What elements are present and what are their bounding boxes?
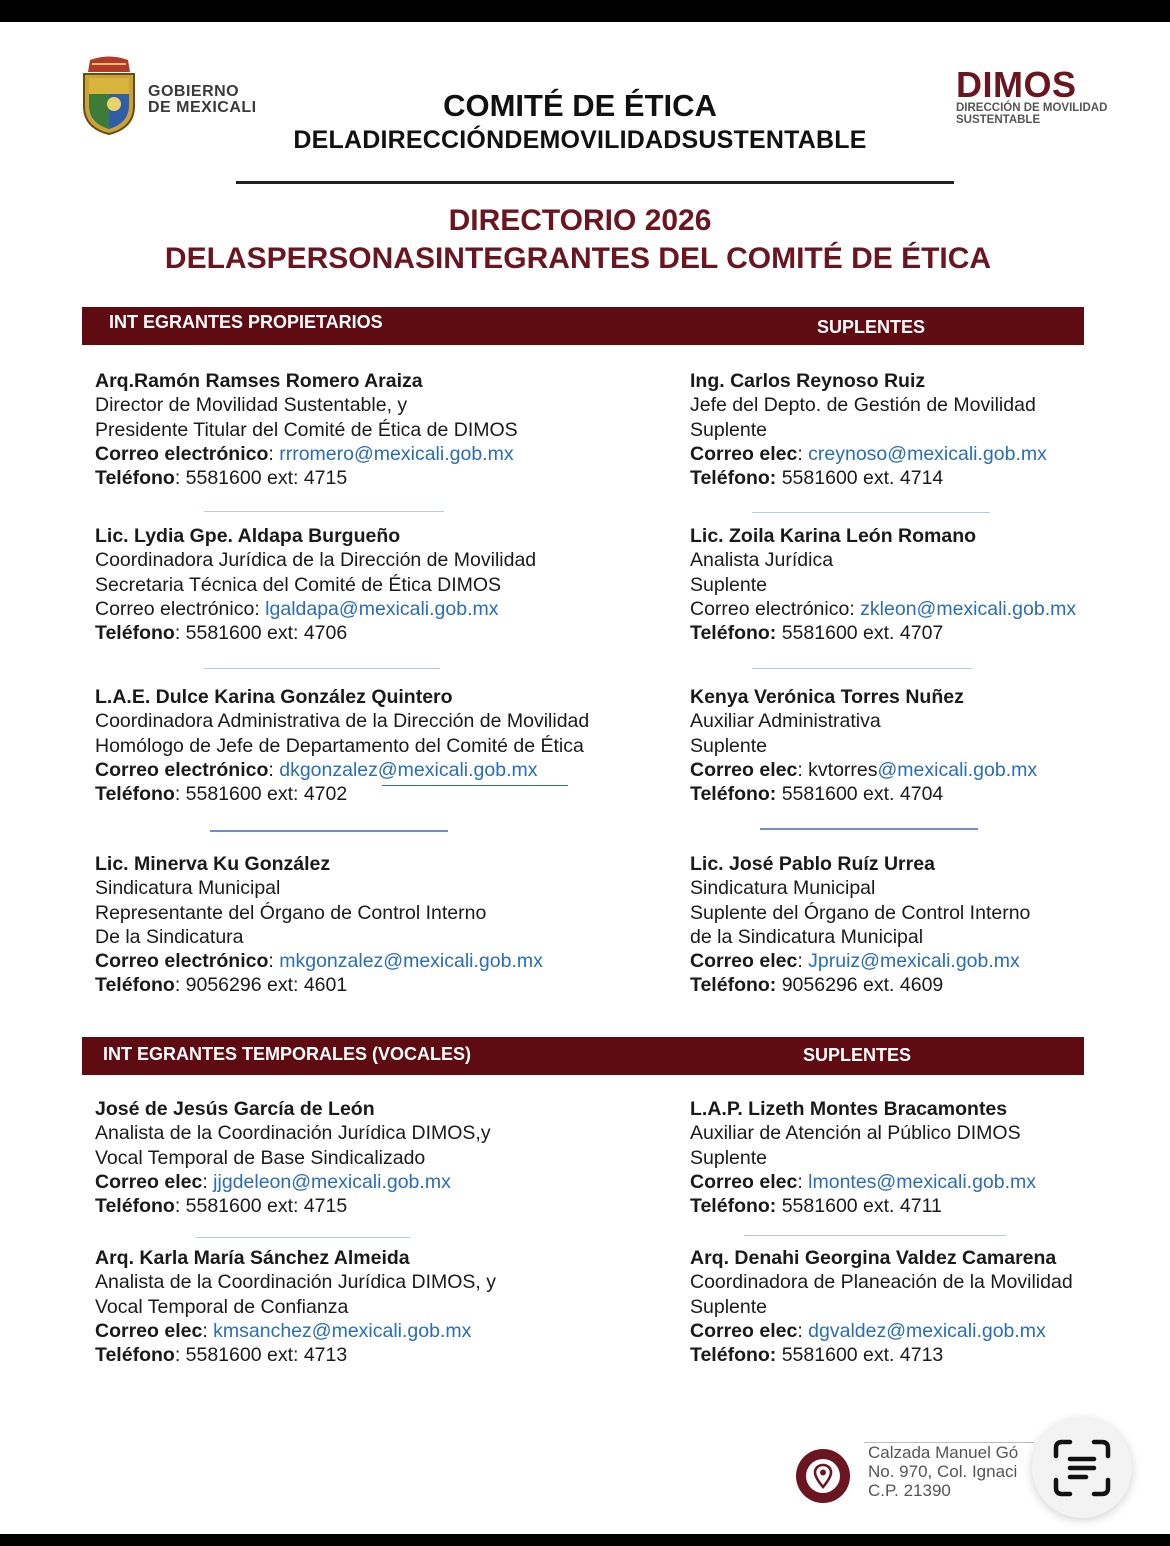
email-link[interactable]: kmsanchez@mexicali.gob.mx	[213, 1319, 472, 1342]
substitute-entry: L.A.P. Lizeth Montes Bracamontes Auxiliar de Atención al Público DIMOS Suplente Correo elec: lmontes@mexicali.gob.mx Teléfono: 5581600 ext. 4711	[690, 1098, 1037, 1218]
section-bar-vocales	[82, 1037, 1084, 1075]
entry-divider	[760, 828, 978, 830]
member-name: Lic. Minerva Ku González	[95, 853, 331, 875]
member-role: Director de Movilidad Sustentable, y	[95, 394, 408, 417]
email-label: Correo electrónico	[95, 597, 255, 620]
member-role: Coordinadora Jurídica de la Dirección de Movilidad	[95, 549, 537, 572]
phone-value: : 5581600 ext: 4715	[174, 467, 348, 490]
email-link[interactable]: creynoso@mexicali.gob.mx	[808, 442, 1047, 465]
member-name: Ing. Carlos Reynoso Ruiz	[690, 370, 926, 392]
section-label-vocales: INT EGRANTES TEMPORALES (VOCALES)	[103, 1044, 472, 1064]
phone-value: 5581600 ext. 4713	[776, 1344, 944, 1367]
member-role: Homólogo de Jefe de Departamento del Comité de Ética	[95, 734, 584, 757]
member-role: Jefe del Depto. de Gestión de Movilidad	[690, 394, 1036, 417]
email-link[interactable]: @mexicali.gob.mx	[877, 758, 1038, 781]
entry-divider	[752, 512, 990, 513]
phone-value: 5581600 ext. 4707	[776, 622, 944, 645]
member-role: Suplente	[690, 1146, 767, 1169]
phone-label: Teléfono	[95, 1344, 175, 1367]
email-link[interactable]: zkleon@mexicali.gob.mx	[860, 597, 1077, 620]
phone-label: Teléfono:	[690, 974, 777, 997]
phone-label: Teléfono:	[690, 783, 777, 806]
address-line-1: Calzada Manuel Gó	[868, 1443, 1019, 1462]
email-underline	[382, 785, 568, 786]
member-role: De la Sindicatura	[95, 925, 244, 948]
member-role: Suplente del Órgano de Control Interno	[690, 901, 1031, 924]
member-role: de la Sindicatura Municipal	[690, 925, 924, 948]
substitute-entry: Ing. Carlos Reynoso Ruiz Jefe del Depto. de Gestión de Movilidad Suplente Correo elec: creynoso@mexicali.gob.mx Teléfono: 5581600 ext. 4714	[690, 370, 1047, 490]
member-entry: Lic. Lydia Gpe. Aldapa Burgueño Coordinadora Jurídica de la Dirección de Movilidad Secretaria Técnica del Comité de Ética DIMOS Correo electrónico: lgaldapa@mexicali.gob.mx Teléfono: 5581600 ext: 4706	[95, 525, 537, 645]
document-page	[0, 22, 1170, 1534]
member-role: Representante del Órgano de Control Interno	[95, 901, 487, 924]
phone-label: Teléfono	[95, 467, 175, 490]
email-label: Correo elec	[690, 1319, 798, 1342]
member-role: Sindicatura Municipal	[95, 877, 281, 900]
dimos-subtitle-2: SUSTENTABLE	[956, 114, 1041, 126]
member-role: Analista Jurídica	[690, 549, 834, 572]
member-name: Arq. Denahi Georgina Valdez Camarena	[690, 1247, 1057, 1269]
email-link[interactable]: dgvaldez@mexicali.gob.mx	[808, 1319, 1046, 1342]
member-name: Arq.Ramón Ramses Romero Araiza	[95, 370, 423, 392]
email-prefix: kvtorres	[808, 758, 878, 781]
member-role: Suplente	[690, 734, 767, 757]
committee-title: COMITÉ DE ÉTICA	[443, 88, 717, 123]
phone-label: Teléfono	[95, 1195, 175, 1218]
entry-divider	[752, 668, 972, 669]
email-label: Correo elec	[690, 442, 798, 465]
email-link[interactable]: rrromero@mexicali.gob.mx	[279, 442, 514, 465]
member-role: Sindicatura Municipal	[690, 877, 876, 900]
member-name: José de Jesús García de León	[95, 1098, 375, 1120]
email-link[interactable]: jjgdeleon@mexicali.gob.mx	[213, 1170, 451, 1193]
member-entry: Arq. Karla María Sánchez Almeida Analista de la Coordinación Jurídica DIMOS, y Vocal Temporal de Confianza Correo elec: kmsanchez@mexicali.gob.mx Teléfono: 5581600 ext: 4713	[95, 1247, 497, 1367]
section-label-propietarios: INT EGRANTES PROPIETARIOS	[109, 312, 383, 332]
phone-value: : 5581600 ext: 4702	[174, 783, 348, 806]
member-role: Suplente	[690, 573, 767, 596]
phone-label: Teléfono:	[690, 1195, 777, 1218]
member-name: Lic. Lydia Gpe. Aldapa Burgueño	[95, 525, 401, 547]
phone-value: : 5581600 ext: 4713	[174, 1344, 348, 1367]
address-line-2: No. 970, Col. Ignaci	[868, 1462, 1018, 1481]
member-role: Vocal Temporal de Base Sindicalizado	[95, 1146, 426, 1169]
member-role: Coordinadora de Planeación de la Movilidad	[690, 1271, 1073, 1294]
phone-value: 5581600 ext. 4704	[776, 783, 944, 806]
member-entry: L.A.E. Dulce Karina González Quintero Coordinadora Administrativa de la Dirección de Movilidad Homólogo de Jefe de Departamento del Comité de Ética Correo electrónico: dkgonzalez@mexicali.gob.mx Teléfono: 5581600 ext: 4702	[95, 686, 590, 806]
member-name: Kenya Verónica Torres Nuñez	[690, 686, 964, 708]
member-role: Suplente	[690, 1295, 767, 1318]
phone-label: Teléfono:	[690, 1344, 777, 1367]
member-role: Coordinadora Administrativa de la Dirección de Movilidad	[95, 710, 590, 733]
directory-subtitle: DELASPERSONASINTEGRANTES DEL COMITÉ DE ÉTICA	[164, 242, 992, 275]
phone-value: 9056296 ext. 4609	[776, 974, 944, 997]
substitute-entry: Kenya Verónica Torres Nuñez Auxiliar Administrativa Suplente Correo elec: kvtorres@mexicali.gob.mx Teléfono: 5581600 ext. 4704	[690, 686, 1038, 806]
member-entry: José de Jesús García de León Analista de la Coordinación Jurídica DIMOS,y Vocal Temporal de Base Sindicalizado Correo elec: jjgdeleon@mexicali.gob.mx Teléfono: 5581600 ext: 4715	[95, 1098, 491, 1218]
directory-title: DIRECTORIO 2026	[448, 204, 712, 237]
member-role: Auxiliar de Atención al Público DIMOS	[690, 1122, 1021, 1145]
member-role: Secretaria Técnica del Comité de Ética DIMOS	[95, 573, 502, 596]
phone-value: : 5581600 ext: 4715	[174, 1195, 348, 1218]
header-divider	[236, 181, 954, 184]
member-role: Vocal Temporal de Confianza	[95, 1295, 349, 1318]
footer-address	[868, 1443, 1018, 1500]
gob-line-1: GOBIERNO	[148, 83, 240, 100]
entry-divider	[204, 511, 444, 512]
phone-value: 5581600 ext. 4711	[776, 1195, 942, 1218]
entry-divider	[204, 668, 440, 669]
phone-label: Teléfono	[95, 622, 175, 645]
email-label: Correo electrónico	[95, 758, 269, 781]
section-label-suplentes: SUPLENTES	[803, 1045, 912, 1065]
phone-label: Teléfono:	[690, 622, 777, 645]
committee-subtitle: DELADIRECCIÓNDEMOVILIDADSUSTENTABLE	[293, 126, 867, 154]
member-name: Arq. Karla María Sánchez Almeida	[95, 1247, 410, 1269]
phone-value: 5581600 ext. 4714	[776, 467, 944, 490]
entry-divider	[744, 1235, 1006, 1236]
substitute-entry: Lic. Zoila Karina León Romano Analista Jurídica Suplente Correo electrónico: zkleon@mexicali.gob.mx Teléfono: 5581600 ext. 4707	[690, 525, 1077, 645]
phone-label: Teléfono	[95, 974, 175, 997]
phone-value: : 5581600 ext: 4706	[174, 622, 348, 645]
email-label: Correo elec	[690, 950, 798, 973]
email-label: Correo electrónico	[95, 950, 269, 973]
email-link[interactable]: lgaldapa@mexicali.gob.mx	[265, 597, 499, 620]
email-label: Correo electrónico	[95, 442, 269, 465]
phone-label: Teléfono:	[690, 467, 777, 490]
email-link[interactable]: mkgonzalez@mexicali.gob.mx	[279, 950, 543, 973]
entry-divider	[210, 830, 448, 832]
email-label: Correo elec	[690, 758, 798, 781]
section-label-suplentes: SUPLENTES	[817, 317, 926, 337]
entry-divider	[196, 1237, 410, 1238]
dimos-subtitle-1: DIRECCIÓN DE MOVILIDAD	[956, 102, 1108, 114]
member-name: L.A.E. Dulce Karina González Quintero	[95, 686, 453, 708]
gob-line-2: DE MEXICALI	[148, 99, 257, 116]
text-scan-icon	[1032, 1418, 1132, 1518]
substitute-entry: Lic. José Pablo Ruíz Urrea Sindicatura Municipal Suplente del Órgano de Control Interno de la Sindicatura Municipal Correo elec: Jpruiz@mexicali.gob.mx Teléfono: 9056296 ext. 4609	[690, 853, 1031, 997]
member-role: Auxiliar Administrativa	[690, 710, 881, 733]
email-label: Correo elec	[95, 1319, 203, 1342]
email-link[interactable]: lmontes@mexicali.gob.mx	[808, 1170, 1037, 1193]
member-role: Suplente	[690, 418, 767, 441]
member-role: Presidente Titular del Comité de Ética de DIMOS	[95, 418, 518, 441]
email-link[interactable]: Jpruiz@mexicali.gob.mx	[808, 950, 1020, 973]
section-bar-propietarios	[82, 307, 1084, 345]
phone-value: : 9056296 ext: 4601	[174, 974, 348, 997]
member-entry: Lic. Minerva Ku González Sindicatura Municipal Representante del Órgano de Control Interno De la Sindicatura Correo electrónico: mkgonzalez@mexicali.gob.mx Teléfono: 9056296 ext: 4601	[95, 853, 543, 997]
dimos-wordmark: DIMOS	[956, 64, 1077, 105]
substitute-entry: Arq. Denahi Georgina Valdez Camarena Coordinadora de Planeación de la Movilidad Suplente Correo elec: dgvaldez@mexicali.gob.mx Teléfono: 5581600 ext. 4713	[690, 1247, 1073, 1367]
email-label: Correo elec	[690, 1170, 798, 1193]
phone-label: Teléfono	[95, 783, 175, 806]
member-name: Lic. Zoila Karina León Romano	[690, 525, 977, 547]
address-line-3: C.P. 21390	[868, 1481, 951, 1500]
email-label: Correo elec	[95, 1170, 203, 1193]
text-scan-button[interactable]	[1032, 1418, 1132, 1518]
member-name: L.A.P. Lizeth Montes Bracamontes	[690, 1098, 1008, 1120]
member-role: Analista de la Coordinación Jurídica DIMOS,y	[95, 1122, 491, 1145]
location-pin-icon	[796, 1449, 850, 1503]
member-role: Analista de la Coordinación Jurídica DIMOS, y	[95, 1271, 497, 1294]
member-name: Lic. José Pablo Ruíz Urrea	[690, 853, 935, 875]
member-entry: Arq.Ramón Ramses Romero Araiza Director de Movilidad Sustentable, y Presidente Titular del Comité de Ética de DIMOS Correo electrónico: rrromero@mexicali.gob.mx Teléfono: 5581600 ext: 4715	[95, 370, 518, 490]
email-label: Correo electrónico	[690, 597, 850, 620]
email-link[interactable]: dkgonzalez@mexicali.gob.mx	[279, 758, 538, 781]
